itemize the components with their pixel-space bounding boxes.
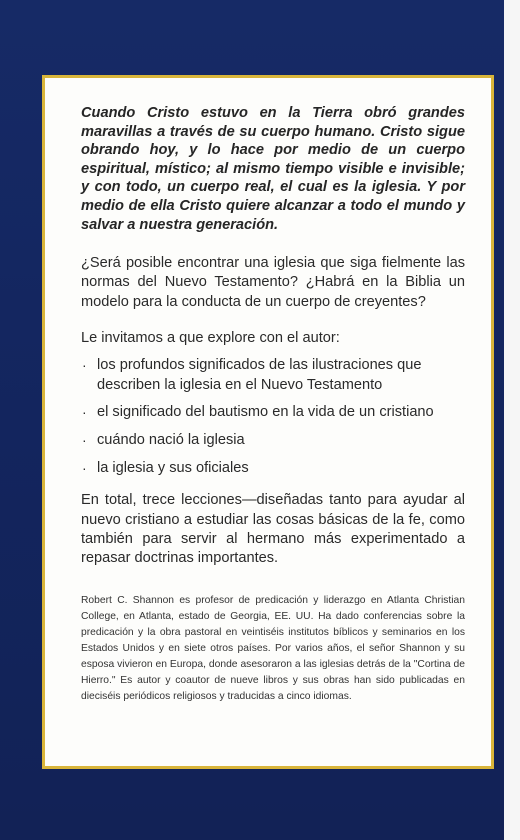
invite-paragraph: Le invitamos a que explore con el autor: xyxy=(81,330,340,347)
panel-content xyxy=(81,104,465,705)
list-item xyxy=(81,356,465,395)
bullet-marker: · xyxy=(82,460,87,477)
summary-paragraph: En total, trece lecciones—diseñadas tanto para ayudar al nuevo cristiano a estudiar las cosas básicas de la fe, como también para servir al hermano más experimentado a repasar doctrinas importantes. xyxy=(81,492,465,567)
list-item-text: la iglesia y sus oficiales xyxy=(97,460,249,477)
page-edge xyxy=(504,0,520,840)
intro-paragraph: Cuando Cristo estuvo en la Tierra obró grandes maravillas a través de su cuerpo humano. Cristo sigue obrando hoy, y lo hace por medio de un cuerpo espiritual, místico; al mismo tiempo visible e invisible; y con todo, un cuerpo real, el cual es la iglesia. Y por medio de ella Cristo quiere alcanzar a todo el mundo y salvar a nuestra generación. xyxy=(81,105,465,233)
list-item xyxy=(81,459,465,478)
bullet-marker: · xyxy=(82,357,87,374)
list-item-text: los profundos significados de las ilustraciones que describen la iglesia en el Nuevo Testamento xyxy=(97,357,422,393)
list-item xyxy=(81,431,465,450)
author-bio: Robert C. Shannon es profesor de predicación y liderazgo en Atlanta Christian College, en Atlanta, estado de Georgia, EE. UU. Ha dado conferencias sobre la predicación y la obra pastoral en veintiséis institutos bíblicos y seminarios en los Estados Unidos y en siete otros países. Por varios años, el señor Shannon y su esposa vivieron en Europa, donde asesoraron a las iglesias detrás de la "Cortina de Hierro." Es autor y coautor de nueve libros y sus obras han sido publicadas en dieciséis periódicos religiosos y traducidas a cinco idiomas. xyxy=(81,594,465,703)
topic-list xyxy=(81,356,465,478)
list-item xyxy=(81,403,465,422)
text-panel xyxy=(42,75,494,769)
list-item-text: el significado del bautismo en la vida de un cristiano xyxy=(97,404,434,421)
bullet-marker: · xyxy=(82,432,87,449)
question-paragraph: ¿Será posible encontrar una iglesia que siga fielmente las normas del Nuevo Testamento? ¿Habrá en la Biblia un modelo para la conducta de un cuerpo de creyentes? xyxy=(81,255,465,310)
list-item-text: cuándo nació la iglesia xyxy=(97,432,245,449)
bullet-marker: · xyxy=(82,404,87,421)
